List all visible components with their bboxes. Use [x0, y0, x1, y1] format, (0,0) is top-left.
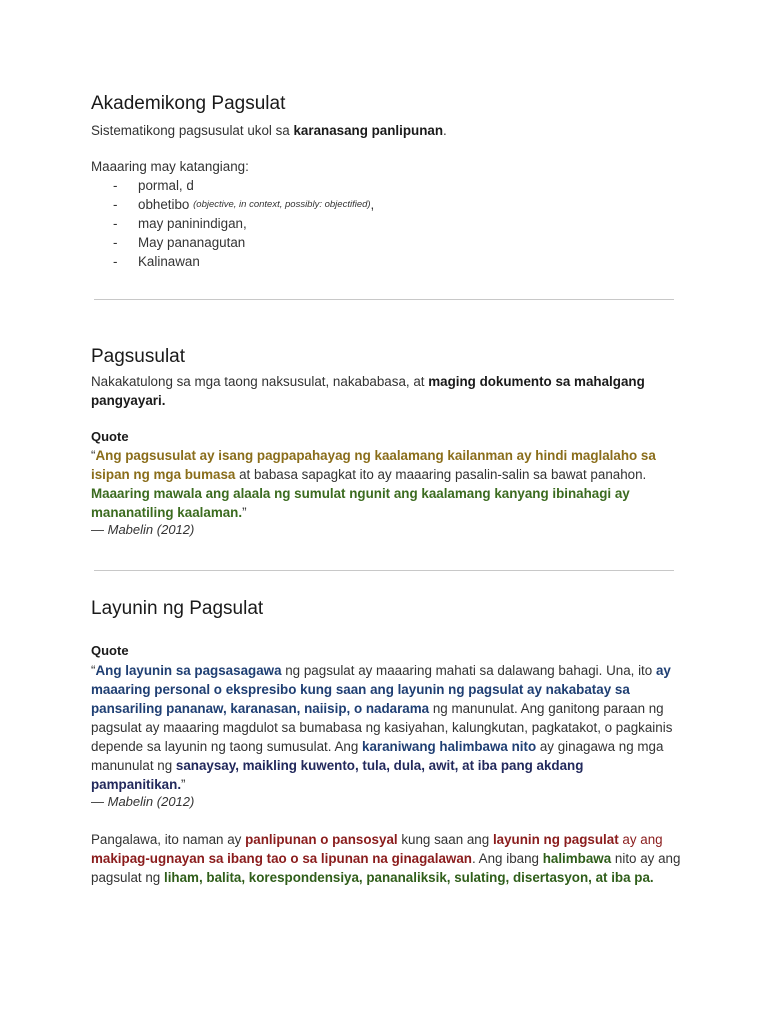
list-lead: Maaaring may katangiang: [91, 159, 249, 174]
quote-text: “Ang layunin sa pagsasagawa ng pagsulat ay maaaring mahati sa dalawang bahagi. Una, ito ay maaaring personal o ekspresibo kung saan ang layunin ng pagsulat ay nakabatay sa pansariling pananaw, karanasan, naiisip, o nadarama ng manunulat. Ang ganitong paraan ng pagsulat ay maaaring magdulot sa bumabasa ng kasiyahan, kalungkutan, pagkatakot, o pagkainis depende sa layunin ng taong sumusulat. Ang karaniwang halimbawa nito ay ginagawa ng mga manunulat ng sanaysay, maikling kuwento, tula, dula, awit, at iba pang akdang pampanitikan.” [91, 663, 673, 792]
section-divider [94, 299, 674, 300]
list-item: - May pananagutan [113, 235, 246, 250]
quote-text: “Ang pagsusulat ay isang pagpapahayag ng kaalamang kailanman ay hindi maglalaho sa isipan ng mga bumasa at babasa sapagkat ito ay maaaring pasalin-salin sa bawat panahon. Maaaring mawala ang alaala ng sumulat ngunit ang kaalamang kanyang ibinahagi ay mananatiling kaalaman.” [91, 448, 656, 520]
section-title-akademikong-pagsulat: Akademikong Pagsulat [91, 93, 286, 114]
characteristics-list [113, 176, 374, 271]
quote-citation: — Mabelin (2012) [91, 794, 195, 809]
section-title-layunin-ng-pagsulat: Layunin ng Pagsulat [91, 598, 264, 619]
section-divider [94, 570, 674, 571]
list-item: - may paninindigan, [113, 216, 247, 231]
quote-label: Quote [91, 643, 129, 658]
quote-label: Quote [91, 429, 129, 444]
intro-text: Sistematikong pagsusulat ukol sa [91, 123, 294, 138]
section-paragraph: Pangalawa, ito naman ay panlipunan o pansosyal kung saan ang layunin ng pagsulat ay ang makipag-ugnayan sa ibang tao o sa lipunan na ginagalawan. Ang ibang halimbawa nito ay ang pagsulat ng liham, balita, korespondensiya, pananaliksik, sulating, disertasyon, at iba pa. [91, 832, 681, 885]
quote-highlight-green: Maaaring mawala ang alaala ng sumulat ngunit ang kaalamang kanyang ibinahagi ay mananatiling kaalaman. [91, 486, 630, 520]
paragraph-emphasis: maging dokumento sa mahalgang pangyayari. [91, 374, 645, 408]
quote-highlight-gold: Ang pagsusulat ay isang pagpapahayag ng kaalamang kailanman ay hindi maglalaho sa isipan ng mga bumasa [91, 448, 656, 482]
section-intro [91, 121, 681, 140]
list-item: - Kalinawan [113, 254, 200, 269]
intro-period: . [443, 123, 447, 138]
section-title-pagsusulat: Pagsusulat [91, 346, 186, 367]
quote-citation: — Mabelin (2012) [91, 522, 195, 537]
list-item: - obhetibo (objective, in context, possibly: objectified) , [113, 197, 375, 212]
intro-emphasis: karanasang panlipunan [293, 123, 444, 138]
list-item-note: (objective, in context, possibly: objectified) [193, 199, 371, 210]
section-paragraph: Nakakatulong sa mga taong naksusulat, nakababasa, at maging dokumento sa mahalgang pangyayari. [91, 374, 645, 408]
list-item: - pormal, d [113, 178, 194, 193]
